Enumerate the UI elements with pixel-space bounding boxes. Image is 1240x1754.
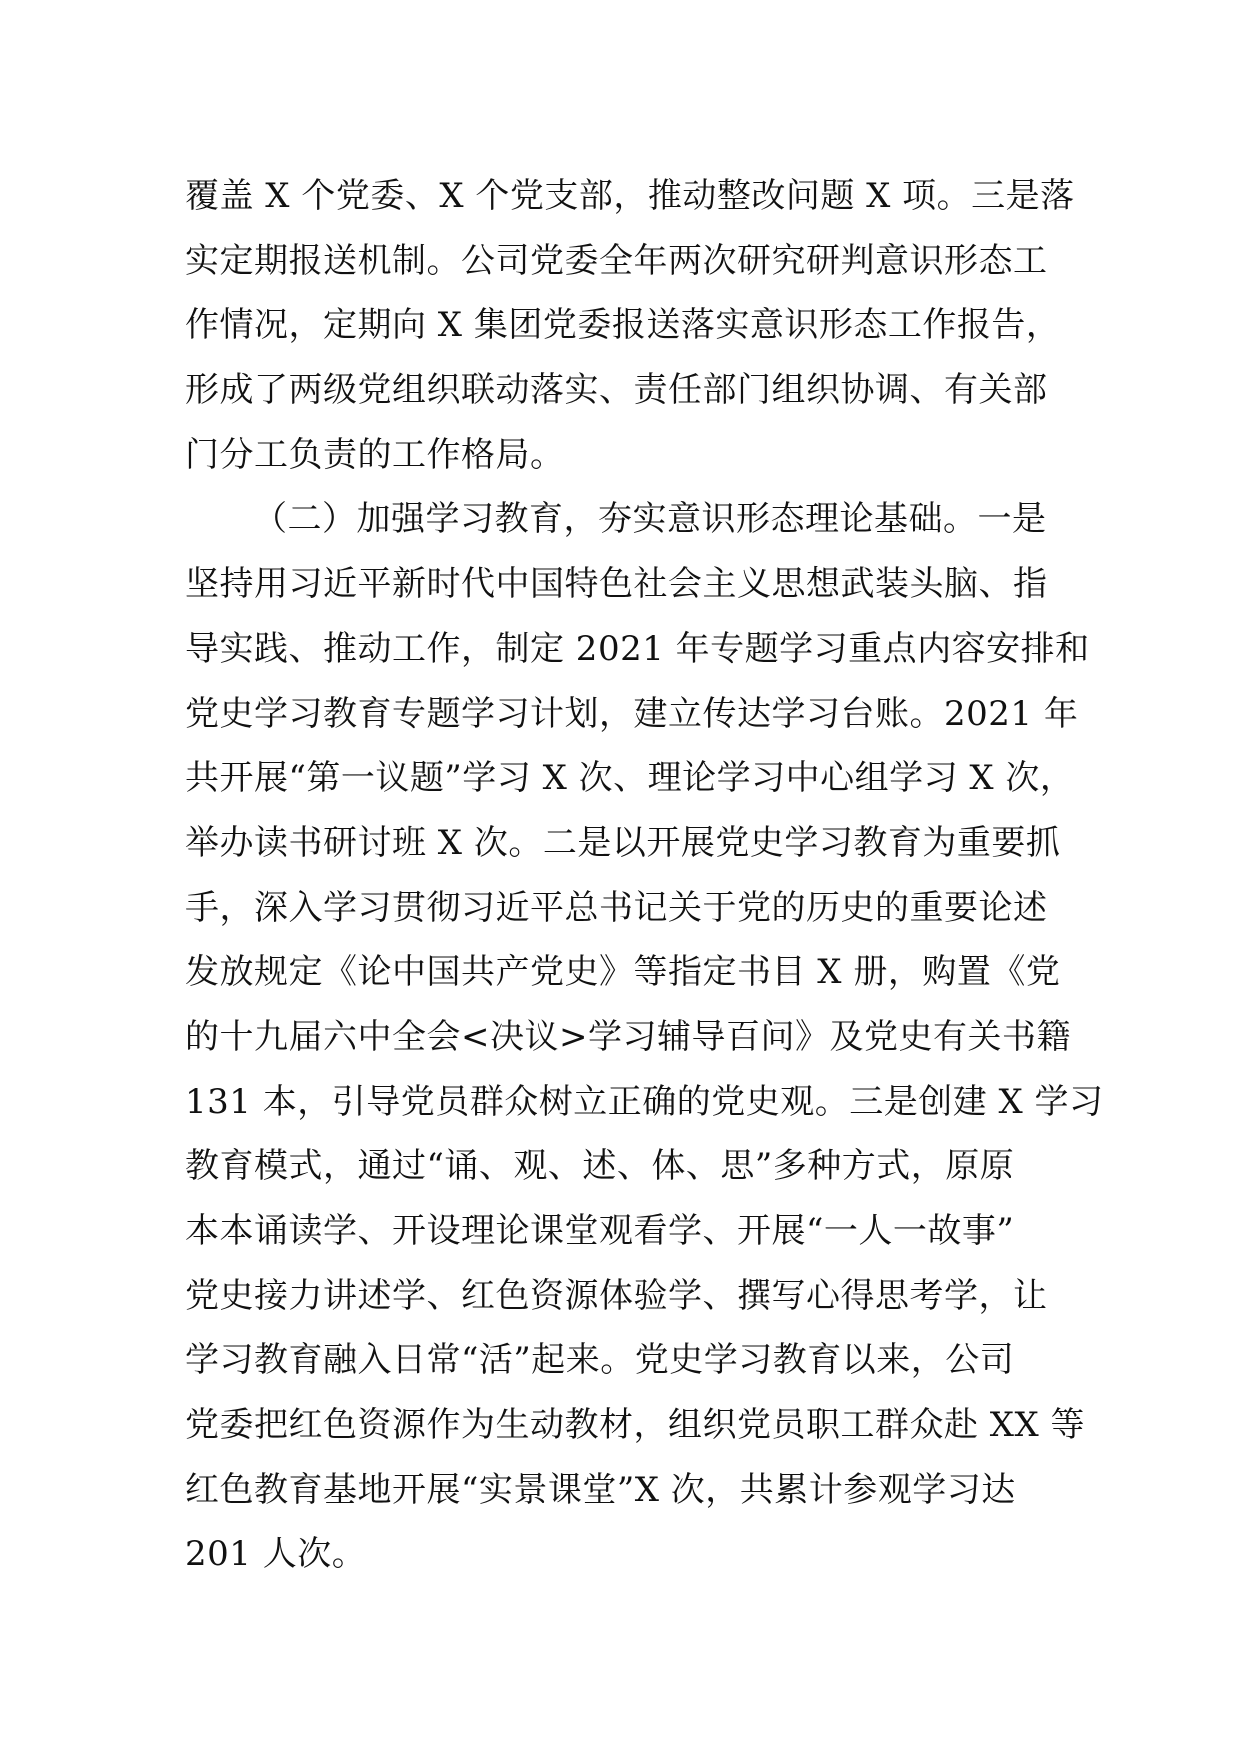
text-line: 党史学习教育专题学习计划，建立传达学习台账。2021 年 — [185, 693, 1079, 734]
text-line: 学习教育融入日常“活”起来。党史学习教育以来，公司 — [185, 1340, 1015, 1381]
text-line: 教育模式，通过“诵、观、述、体、思”多种方式，原原 — [185, 1146, 1015, 1187]
text-line: 举办读书研讨班 X 次。二是以开展党史学习教育为重要抓 — [185, 822, 1061, 863]
text-line: 坚持用习近平新时代中国特色社会主义思想武装头脑、指 — [185, 564, 1048, 605]
text-line: 本本诵读学、开设理论课堂观看学、开展“一人一故事” — [185, 1211, 1015, 1251]
text-line: 导实践、推动工作，制定 2021 年专题学习重点内容安排和 — [185, 628, 1090, 669]
text-line: 形成了两级党组织联动落实、责任部门组织协调、有关部 — [185, 370, 1048, 411]
text-line: 党委把红色资源作为生动教材，组织党员职工群众赴 XX 等 — [185, 1405, 1086, 1446]
text-line: 覆盖 X 个党委、X 个党支部，推动整改问题 X 项。三是落 — [185, 176, 1075, 216]
text-line: 共开展“第一议题”学习 X 次、理论学习中心组学习 X 次， — [185, 758, 1075, 799]
text-line: 发放规定《论中国共产党史》等指定书目 X 册，购置《党 — [185, 952, 1061, 993]
text-line: 的十九届六中全会<决议>学习辅导百问》及党史有关书籍 — [185, 1016, 1071, 1057]
text-line: 作情况，定期向 X 集团党委报送落实意识形态工作报告， — [185, 305, 1061, 346]
text-line: 党史接力讲述学、红色资源体验学、撰写心得思考学，让 — [185, 1275, 1048, 1316]
text-line: 实定期报送机制。公司党委全年两次研究研判意识形态工 — [185, 240, 1048, 281]
text-line: 131 本，引导党员群众树立正确的党史观。三是创建 X 学习 — [185, 1081, 1104, 1122]
text-line: 手，深入学习贯彻习近平总书记关于党的历史的重要论述 — [185, 887, 1048, 928]
body-text — [185, 164, 1104, 1587]
text-line: 红色教育基地开展“实景课堂”X 次，共累计参观学习达 — [185, 1469, 1016, 1510]
section-heading-line: （二）加强学习教育，夯实意识形态理论基础。一是 — [253, 499, 1047, 540]
text-line: 门分工负责的工作格局。 — [185, 434, 565, 475]
text-line: 201 人次。 — [185, 1534, 367, 1575]
